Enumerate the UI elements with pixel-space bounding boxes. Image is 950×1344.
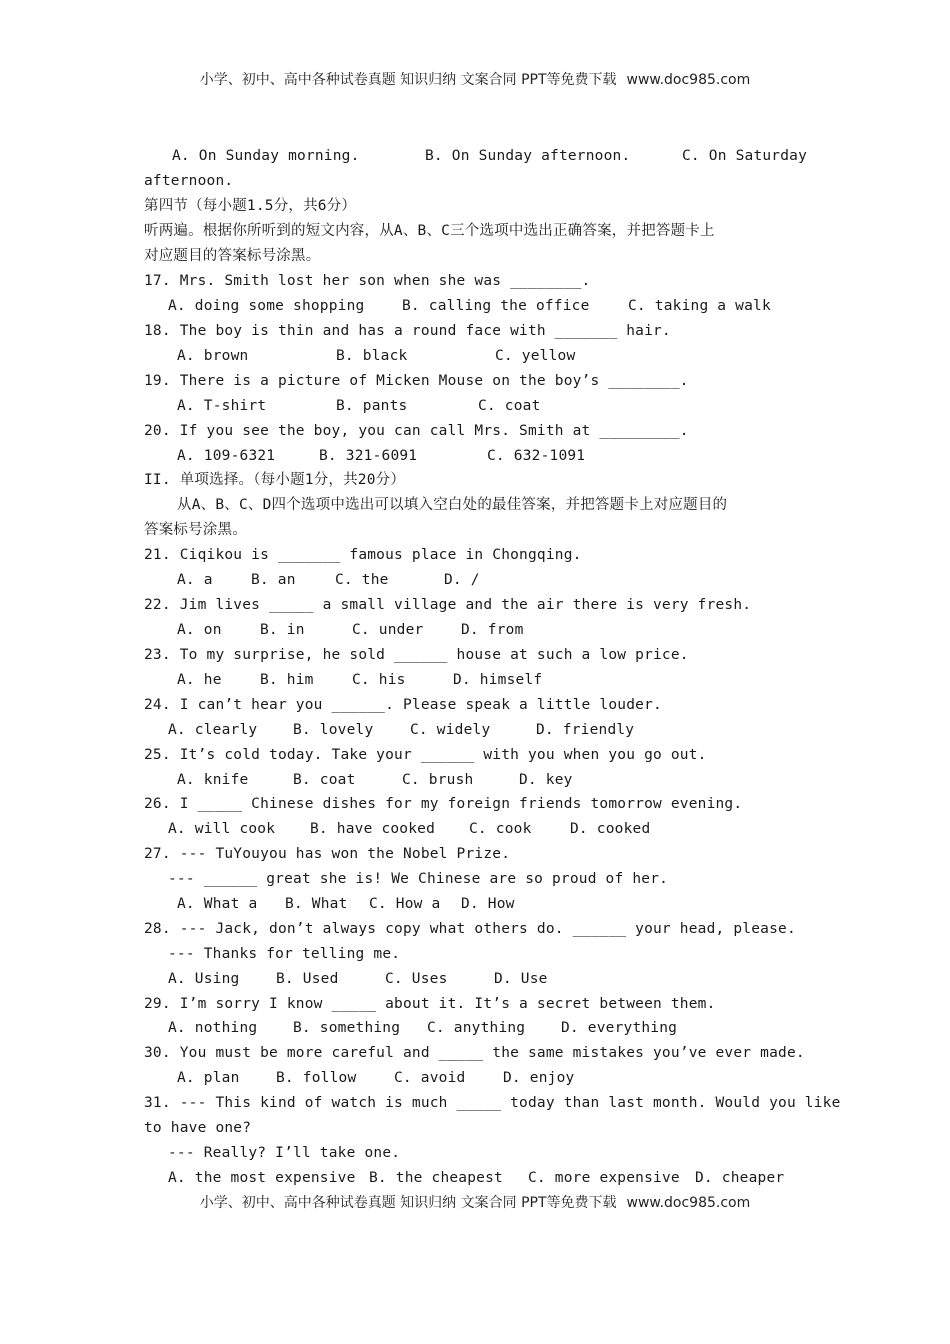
part2-title: II. 单项选择。（每小题1分，共20分）	[144, 472, 406, 488]
part2-instruction-2: 答案标号涂黑。	[144, 522, 247, 538]
q31-option-c: C. more expensive	[528, 1170, 680, 1186]
q17-stem: 17. Mrs. Smith lost her son when she was ________.	[144, 273, 591, 289]
q26-option-a: A. will cook	[168, 821, 276, 837]
q22-option-d: D. from	[461, 622, 524, 638]
q27-option-c: C. How a	[369, 896, 441, 912]
q28-option-c: C. Uses	[385, 971, 448, 987]
q22-stem: 22. Jim lives _____ a small village and the air there is very fresh.	[144, 597, 752, 613]
section4-title: 第四节（每小题1.5分，共6分）	[144, 198, 357, 214]
q30-option-b: B. follow	[276, 1070, 357, 1086]
page-footer	[0, 1192, 950, 1212]
q27-option-d: D. How	[461, 896, 515, 912]
q19-option-b: B. pants	[336, 398, 408, 414]
q26-option-b: B. have cooked	[310, 821, 436, 837]
page-header	[0, 69, 950, 89]
q23-option-c: C. his	[352, 672, 406, 688]
q19-option-c: C. coat	[478, 398, 541, 414]
q30-stem: 30. You must be more careful and _____ the same mistakes you’ve ever made.	[144, 1045, 805, 1061]
q17-option-c: C. taking a walk	[628, 298, 771, 314]
q25-option-d: D. key	[519, 772, 573, 788]
q31-reply: --- Really? I’ll take one.	[168, 1145, 401, 1161]
q16-option-c-cont: afternoon.	[144, 173, 234, 189]
q16-option-c: C. On Saturday	[682, 148, 808, 164]
q23-stem: 23. To my surprise, he sold ______ house at such a low price.	[144, 647, 689, 663]
q27-option-b: B. What	[285, 896, 348, 912]
q29-stem: 29. I’m sorry I know _____ about it. It’s a secret between them.	[144, 996, 716, 1012]
q24-option-c: C. widely	[410, 722, 491, 738]
q25-option-c: C. brush	[402, 772, 474, 788]
q20-option-a: A. 109-6321	[177, 448, 276, 464]
q22-option-b: B. in	[260, 622, 305, 638]
q31-option-b: B. the cheapest	[369, 1170, 503, 1186]
q23-option-a: A. he	[177, 672, 222, 688]
q22-option-c: C. under	[352, 622, 424, 638]
q18-stem: 18. The boy is thin and has a round face with _______ hair.	[144, 323, 671, 339]
q28-reply: --- Thanks for telling me.	[168, 946, 401, 962]
q25-option-b: B. coat	[293, 772, 356, 788]
q16-option-b: B. On Sunday afternoon.	[425, 148, 631, 164]
q27-reply: --- ______ great she is! We Chinese are so proud of her.	[168, 871, 669, 887]
q17-option-a: A. doing some shopping	[168, 298, 365, 314]
q28-stem: 28. --- Jack, don’t always copy what others do. ______ your head, please.	[144, 921, 796, 937]
q23-option-d: D. himself	[453, 672, 543, 688]
header-site: www.doc985.com	[626, 72, 751, 88]
q27-stem: 27. --- TuYouyou has won the Nobel Prize.	[144, 846, 511, 862]
q26-stem: 26. I _____ Chinese dishes for my foreign friends tomorrow evening.	[144, 796, 743, 812]
q29-option-c: C. anything	[427, 1020, 526, 1036]
q31-option-d: D. cheaper	[695, 1170, 785, 1186]
q21-option-d: D. /	[444, 572, 480, 588]
q29-option-b: B. something	[293, 1020, 401, 1036]
q25-stem: 25. It’s cold today. Take your ______ with you when you go out.	[144, 747, 707, 763]
q24-option-b: B. lovely	[293, 722, 374, 738]
q19-option-a: A. T-shirt	[177, 398, 267, 414]
q20-stem: 20. If you see the boy, you can call Mrs. Smith at _________.	[144, 423, 689, 439]
q20-option-c: C. 632-1091	[487, 448, 586, 464]
q31-option-a: A. the most expensive	[168, 1170, 356, 1186]
q19-stem: 19. There is a picture of Micken Mouse on the boy’s ________.	[144, 373, 689, 389]
q27-option-a: A. What a	[177, 896, 258, 912]
q22-option-a: A. on	[177, 622, 222, 638]
q29-option-d: D. everything	[561, 1020, 678, 1036]
q30-option-a: A. plan	[177, 1070, 240, 1086]
header-text: 小学、初中、高中各种试卷真题 知识归纳 文案合同 PPT等免费下载	[199, 72, 617, 88]
q28-option-d: D. Use	[494, 971, 548, 987]
q20-option-b: B. 321-6091	[319, 448, 418, 464]
q28-option-a: A. Using	[168, 971, 240, 987]
q23-option-b: B. him	[260, 672, 314, 688]
q24-option-d: D. friendly	[536, 722, 635, 738]
q30-option-d: D. enjoy	[503, 1070, 575, 1086]
section4-instruction-1: 听两遍。根据你所听到的短文内容，从A、B、C三个选项中选出正确答案，并把答题卡上	[144, 223, 715, 239]
q25-option-a: A. knife	[177, 772, 249, 788]
footer-site: www.doc985.com	[626, 1195, 751, 1211]
q26-option-d: D. cooked	[570, 821, 651, 837]
q21-stem: 21. Ciqikou is _______ famous place in Chongqing.	[144, 547, 582, 563]
part2-instruction-1: 从A、B、C、D四个选项中选出可以填入空白处的最佳答案，并把答题卡上对应题目的	[177, 497, 728, 513]
q29-option-a: A. nothing	[168, 1020, 258, 1036]
footer-text: 小学、初中、高中各种试卷真题 知识归纳 文案合同 PPT等免费下载	[199, 1195, 617, 1211]
q24-option-a: A. clearly	[168, 722, 258, 738]
q16-option-a: A. On Sunday morning.	[172, 148, 360, 164]
q31-stem: 31. --- This kind of watch is much _____ today than last month. Would you like	[144, 1095, 841, 1111]
q21-option-c: C. the	[335, 572, 389, 588]
q21-option-b: B. an	[251, 572, 296, 588]
q28-option-b: B. Used	[276, 971, 339, 987]
q30-option-c: C. avoid	[394, 1070, 466, 1086]
section4-instruction-2: 对应题目的答案标号涂黑。	[144, 248, 321, 264]
q18-option-b: B. black	[336, 348, 408, 364]
q18-option-a: A. brown	[177, 348, 249, 364]
q17-option-b: B. calling the office	[402, 298, 590, 314]
q18-option-c: C. yellow	[495, 348, 576, 364]
q31-stem-cont: to have one?	[144, 1120, 252, 1136]
q21-option-a: A. a	[177, 572, 213, 588]
q26-option-c: C. cook	[469, 821, 532, 837]
q24-stem: 24. I can’t hear you ______. Please speak a little louder.	[144, 697, 662, 713]
